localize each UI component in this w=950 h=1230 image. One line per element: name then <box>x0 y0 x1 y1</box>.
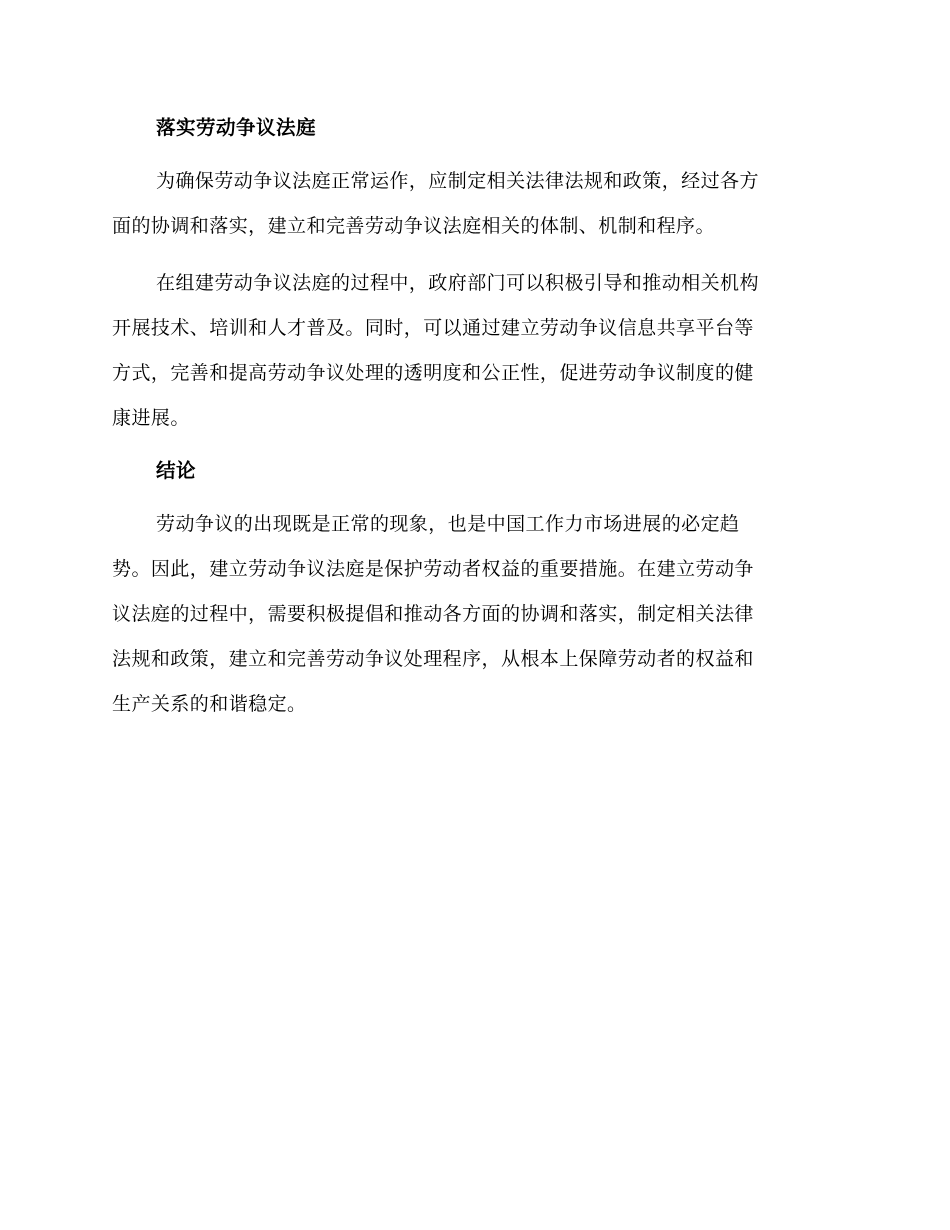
paragraph-line: 法规和政策，建立和完善劳动争议处理程序，从根本上保障劳动者的权益和 <box>112 648 754 670</box>
paragraph-line: 面的协调和落实，建立和完善劳动争议法庭相关的体制、机制和程序。 <box>112 215 715 237</box>
paragraph-line: 议法庭的过程中，需要积极提倡和推动各方面的协调和落实，制定相关法律 <box>112 603 754 625</box>
paragraph-line: 方式，完善和提高劳动争议处理的透明度和公正性，促进劳动争议制度的健 <box>112 362 754 384</box>
paragraph-line: 在组建劳动争议法庭的过程中，政府部门可以积极引导和推动相关机构 <box>156 272 759 294</box>
paragraph-line: 生产关系的和谐稳定。 <box>112 693 307 715</box>
paragraph-line: 康进展。 <box>112 407 190 429</box>
section-heading-implement-court: 落实劳动争议法庭 <box>156 116 317 139</box>
paragraph-line: 势。因此，建立劳动争议法庭是保护劳动者权益的重要措施。在建立劳动争 <box>112 558 754 580</box>
paragraph-line: 为确保劳动争议法庭正常运作，应制定相关法律法规和政策，经过各方 <box>156 170 759 192</box>
paragraph <box>112 159 832 249</box>
paragraph <box>112 502 832 727</box>
section-heading-conclusion: 结论 <box>156 459 197 482</box>
paragraph-line: 开展技术、培训和人才普及。同时，可以通过建立劳动争议信息共享平台等 <box>112 317 754 339</box>
paragraph-line: 劳动争议的出现既是正常的现象，也是中国工作力市场进展的必定趋 <box>156 513 740 535</box>
document-page <box>112 110 832 739</box>
paragraph <box>112 261 832 441</box>
